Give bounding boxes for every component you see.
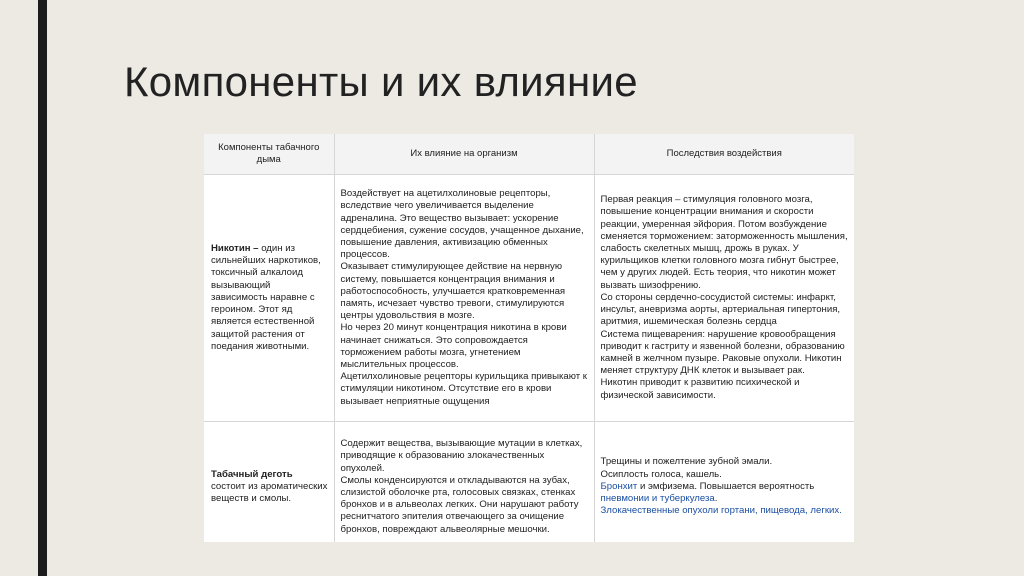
component-description: один из сильнейших наркотиков, токсичный алкалоид вызывающий зависимость наравне с героином. Этот яд является естественной защитой растения от поедания животными. — [211, 243, 321, 352]
effect-paragraph: Смолы конденсируются и откладываются на зубах, слизистой оболочке рта, голосовых связках, стенках бронхов и в альвеолах легких. Они нарушают работу реснитчатого эпителия отвечающего за очищение бронхов, повреждают альвеолярные мешочки. — [340, 474, 579, 535]
cell-tar-effects — [334, 422, 594, 543]
header-consequences: Последствия воздействия — [594, 134, 854, 175]
cell-nicotine-effects — [334, 175, 594, 422]
table-row-nicotine — [204, 175, 854, 422]
cell-nicotine-component — [204, 175, 334, 422]
effect-paragraph: Но через 20 минут концентрация никотина в крови начинает снижаться. Это сопровождается торможением работы мозга, угнетением мыслительных процессов. — [340, 322, 567, 371]
effect-paragraph: Воздействует на ацетилхолиновые рецепторы, вследствие чего увеличивается выделение адреналина. Это вещество вызывает: ускорение сердцебиения, сужение сосудов, учащенное дыхание, повышение давления, активизацию обменных процессов. — [340, 188, 584, 261]
component-name: Никотин – — [211, 243, 259, 255]
cell-tar-component — [204, 422, 334, 543]
header-components: Компоненты табачного дыма — [204, 134, 334, 175]
pneumonia-tuberculosis-link[interactable]: пневмонии и туберкулеза — [600, 493, 715, 505]
accent-side-bar — [38, 0, 47, 576]
consequence-text: и эмфизема. Повышается вероятность — [637, 480, 815, 492]
comparison-table — [204, 134, 854, 542]
component-name: Табачный деготь — [211, 468, 293, 480]
table-row-tar — [204, 422, 854, 543]
component-description: состоит из ароматических веществ и смолы. — [211, 480, 328, 505]
consequence-paragraph: Никотин приводит к развитию психической и физической зависимости. — [600, 377, 800, 401]
consequence-paragraph: Со стороны сердечно-сосудистой системы: инфаркт, инсульт, аневризма аорты, артериальная гипертония, аритмия, ишемическая болезнь сердца — [600, 291, 841, 328]
header-effects: Их влияние на организм — [334, 134, 594, 175]
consequence-text: . — [714, 493, 718, 505]
cell-tar-consequences — [594, 422, 854, 543]
consequence-paragraph: Система пищеварения: нарушение кровообращения приводит к гастриту и язвенной болезни, образованию камней в желчном пузыре. Раковые опухоли. Никотин меняет структуру ДНК клеток и вызывает рак. — [600, 328, 845, 377]
table-header-row — [204, 134, 854, 175]
consequence-paragraph: Трещины и пожелтение зубной эмали. — [600, 456, 773, 468]
effect-paragraph: Ацетилхолиновые рецепторы курильщика привыкают к стимуляции никотином. Отсутствие его в крови вызывает неприятные ощущения — [340, 371, 587, 407]
consequence-paragraph: Первая реакция – стимуляция головного мозга, повышение концентрации внимания и скорости реакции, умеренная эйфория. Потом возбуждение сменяется торможением: заторможенность мышления, слабость скелетных мышц, дрожь в руках. У курильщиков клетки головного мозга гибнут быстрее, чем у других людей. Есть теория, что никотин может вызвать шизофрению. — [600, 194, 848, 291]
consequence-paragraph: Осиплость голоса, кашель. — [600, 468, 722, 480]
malignant-tumors-link[interactable]: Злокачественные опухоли гортани, пищевода, легких. — [600, 505, 842, 517]
bronchitis-link[interactable]: Бронхит — [600, 480, 638, 492]
effect-paragraph: Содержит вещества, вызывающие мутации в клетках, приводящие к образованию злокачественных опухолей. — [340, 438, 583, 474]
cell-nicotine-consequences — [594, 175, 854, 422]
slide-title: Компоненты и их влияние — [124, 58, 638, 105]
consequence-paragraph — [601, 481, 849, 505]
effect-paragraph: Оказывает стимулирующее действие на нервную систему, повышается концентрация внимания и работоспособность, улучшается кратковременная память, исчезает чувство тревоги, стимулируются центры удовольствия в мозге. — [340, 261, 566, 322]
